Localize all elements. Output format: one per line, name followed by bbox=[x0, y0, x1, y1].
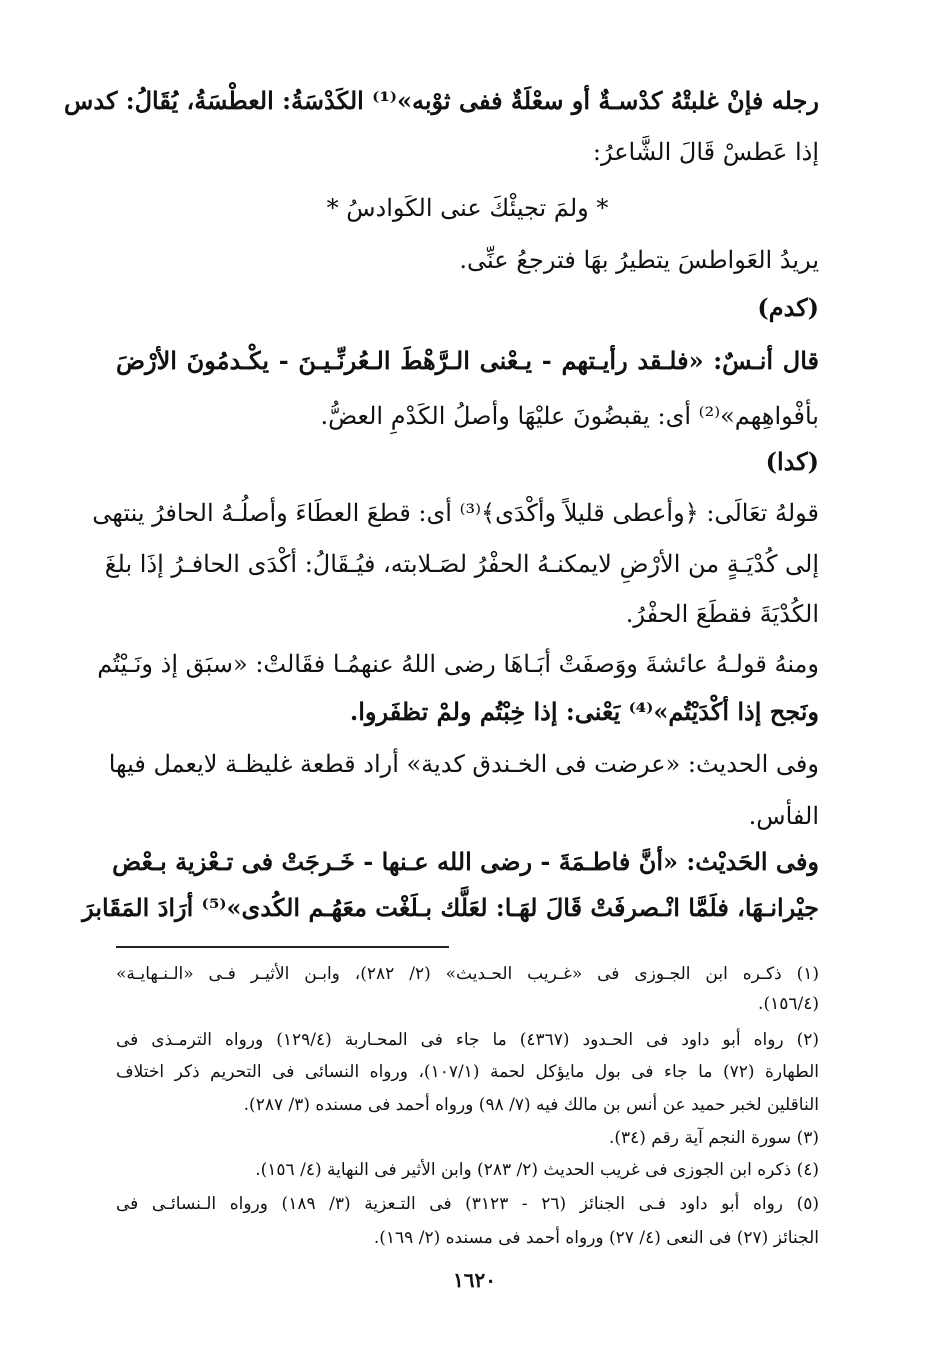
body-line-13: وفى الحَديْث: «أنَّ فاطـمَةَ - رضى الله عـنها - خَـرجَتْ فى تـعْزية بـعْض bbox=[112, 847, 819, 876]
body-line-1: رجله فإنْ غلبتْهُ كدْسـةٌ أو سعْلَةٌ ففى ثوْبه»⁽¹⁾ الكَدْسَةُ: العطْسَةُ، يُقَالُ: كدس bbox=[64, 86, 819, 115]
body-line-2: إذا عَطسْ قَالَ الشَّاعرُ: bbox=[592, 138, 819, 166]
body-line-5: بأفْواهِهم»⁽²⁾ أى: يقبضُونَ عليْهَا وأصلُ الكَدْمِ العضُّ. bbox=[320, 402, 819, 430]
footnote-2-line-2: الطهارة (٧٢) ما جاء فى بول مايؤكل لحمة (١٠٧/١)، ورواه النسائى فى التحريم ذكر اختلاف bbox=[116, 1062, 819, 1082]
body-line-9: ومنهُ قولـهُ عائشةَ ووَصفَتْ أبَـاهَا رضى اللهُ عنهمُـا فقَالتْ: «سبَق إذ ونَـيْتُم bbox=[97, 650, 819, 678]
footnote-separator bbox=[116, 946, 449, 948]
heading-kadam: (كدم) bbox=[757, 293, 819, 322]
footnote-4: (٤) ذكره ابن الجوزى فى غريب الحديث (٢/ ٢٨٣) وابن الأثير فى النهاية (٤/ ١٥٦). bbox=[255, 1160, 819, 1180]
body-line-10: ونَجح إذا أكْدَيْتُم»⁽⁴⁾ يَعْنى: إذا خِبْتُم ولمْ تظفَروا. bbox=[349, 697, 819, 726]
body-line-12: الفأس. bbox=[748, 802, 819, 830]
heading-kada: (كدا) bbox=[765, 447, 819, 476]
footnote-2-line-3: الناقلين لخبر حميد عن أنس بن مالك فيه (٧/ ٩٨) ورواه أحمد فى مسنده (٣/ ٢٨٧). bbox=[243, 1095, 819, 1115]
footnote-1-line-2: (١٥٦/٤). bbox=[758, 994, 819, 1014]
footnote-3: (٣) سورة النجم آية رقم (٣٤). bbox=[608, 1128, 819, 1148]
body-line-8: الكُدْيَةَ فقطَعَ الحفْرُ. bbox=[625, 600, 819, 628]
body-line-4: قال أنـسٌ: «فلـقد رأيـتهم - يـعْنى الـرَّهْطَ الـعُرنِّـيـنَ - يكْـدمُونَ الأرْضَ bbox=[116, 346, 819, 375]
footnote-2-line-1: (٢) رواه أبو داود فى الحـدود (٤٣٦٧) ما جاء فى المحـاربة (١٢٩/٤) ورواه الترمـذى فى bbox=[116, 1030, 819, 1050]
body-line-6: قولهُ تعَالَى: ﴿وأعطى قليلاً وأكْدَى﴾⁽³⁾ أى: قطعَ العطَاءَ وأصلُـهُ الحافرُ ينتهى bbox=[92, 499, 819, 527]
page-number: ١٦٢٠ bbox=[453, 1268, 496, 1292]
footnote-5-line-1: (٥) رواه أبو داود فـى الجنائز (٢٦ - ٣١٢٣) فى التـعزية (٣/ ١٨٩) ورواه الـنسائـى فى bbox=[116, 1194, 819, 1214]
body-line-14: جيْرانـهَا، فلَمَّا انْـصرفَتْ قَالَ لهَـا: لعَلَّك بـلَغْت معَهُـم الكُدى»⁽⁵⁾ أرَادَ المَقَابرَ bbox=[82, 893, 819, 922]
verse-line: * ولمَ تجيئْكَ عنى الكَوادسُ * bbox=[326, 194, 609, 222]
body-line-11: وفى الحديث: «عرضت فى الخـندق كدية» أراد قطعة غليظـة لايعمل فيها bbox=[108, 750, 819, 778]
footnote-5-line-2: الجنائز (٢٧) فى النعى (٤/ ٢٧) ورواه أحمد فى مسنده (٢/ ١٦٩). bbox=[373, 1228, 819, 1248]
body-line-7: إلى كُدْيَـةٍ من الأرْضِ لايمكنـهُ الحفْرُ لصَـلابته، فيُـقَالُ: أكْدَى الحافـرُ إذَا بلغَ bbox=[104, 550, 819, 578]
footnote-1-line-1: (١) ذكـره ابن الجـوزى فى «غـريب الحـديث» (٢/ ٢٨٢)، وابـن الأثيـر فـى «الـنـهايـة» bbox=[116, 964, 819, 984]
body-line-3: يريدُ العَواطسَ يتطيرُ بهَا فترجعُ عنِّى. bbox=[459, 246, 819, 274]
